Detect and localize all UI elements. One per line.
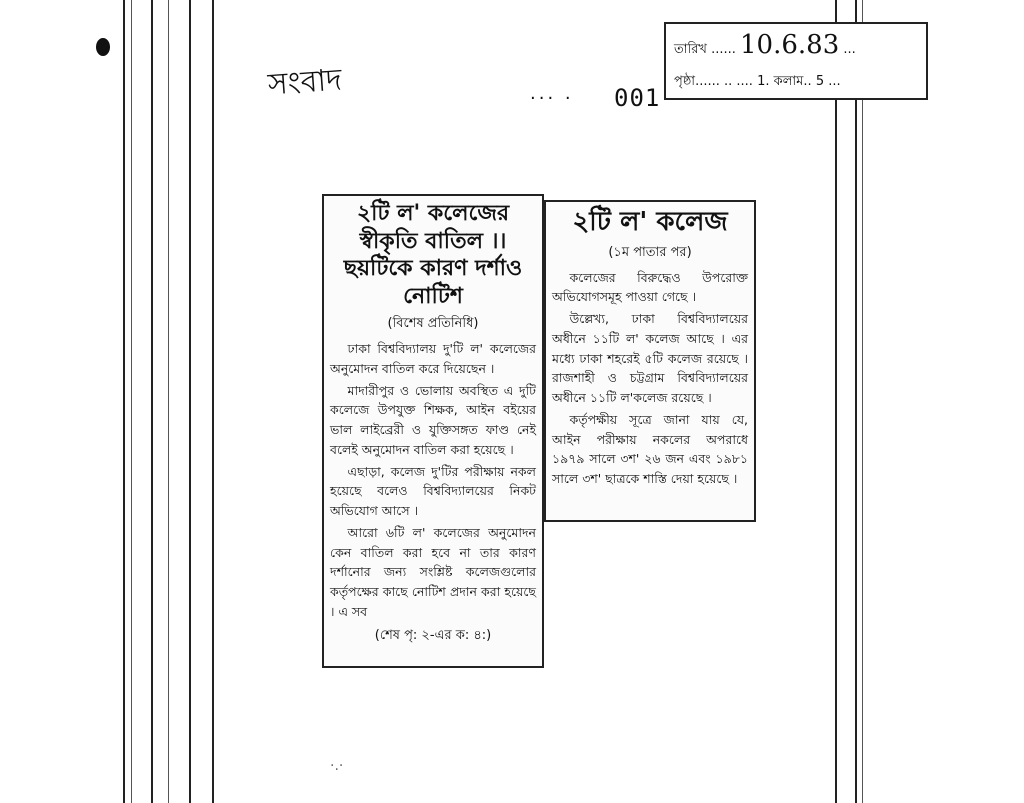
stamp-column-value: 5 — [815, 74, 825, 89]
file-number: 001 — [614, 84, 661, 112]
news-clipping-continued — [544, 200, 756, 522]
news-clipping-main — [322, 194, 544, 668]
binder-rule — [123, 0, 125, 803]
stamp-date-label: তারিখ — [674, 42, 707, 57]
continuation-note: (শেষ পৃ: ২-এর ক: ৪:) — [374, 627, 492, 643]
stamp-page-label: পৃষ্ঠা — [674, 74, 696, 89]
stamp-column-label: কলাম — [773, 74, 804, 89]
archive-stamp — [664, 22, 928, 100]
clipping-paragraph: মাদারীপুর ও ভোলায় অবস্থিত এ দুটি কলেজে উপযুক্ত শিক্ষক, আইন বইয়ের ভাল লাইব্রেরী ও যুক্তিসঙ্গত ফাণ্ড নেই বলেই অনুমোদন বাতিল করা হয়েছে । — [330, 382, 536, 457]
binder-rule — [189, 0, 191, 803]
stamp-date-row: তারিখ ...... 10.6.83 ... — [674, 30, 856, 60]
scan-specks: ·.· — [330, 758, 344, 774]
scan-specks: ··· · — [530, 88, 574, 109]
stamp-page-value: 1 — [757, 74, 766, 89]
punch-hole — [96, 38, 110, 56]
binder-rule — [862, 0, 863, 803]
binder-rule — [131, 0, 132, 803]
clipping-paragraph: এছাড়া, কলেজ দু'টির পরীক্ষায় নকল হয়েছে বলেও বিশ্ববিদ্যালয়ের নিকট অভিযোগ আসে । — [330, 463, 536, 518]
margin-note: সংবাদ — [266, 62, 343, 103]
binder-rule — [212, 0, 214, 803]
clipping-paragraph: উল্লেখ্য, ঢাকা বিশ্ববিদ্যালয়ের অধীনে ১১টি ল' কলেজ আছে । এর মধ্যে ঢাকা শহরেই ৫টি কলেজ রয়েছে । রাজশাহী ও চট্টগ্রাম বিশ্ববিদ্যালয়ের অধীনে ১১টি ল'কলেজ রয়েছে । — [552, 311, 748, 405]
clipping-headline: ২টি ল' কলেজের স্বীকৃতি বাতিল ।। ছয়টিকে কারণ দর্শাও নোটিশ — [343, 201, 523, 309]
clipping-paragraph: ঢাকা বিশ্ববিদ্যালয় দু'টি ল' কলেজের অনুমোদন বাতিল করে দিয়েছেন । — [330, 341, 536, 376]
binder-rule — [835, 0, 837, 803]
clipping-paragraph: আরো ৬টি ল' কলেজের অনুমোদন কেন বাতিল করা হবে না তার কারণ দর্শানোর জন্য সংশ্লিষ্ট কলেজগুলোর কর্তৃপক্ষের কাছে নোটিশ প্রদান করা হয়েছে । এ সব — [330, 524, 536, 619]
binder-rule — [168, 0, 169, 803]
clipping-byline: (বিশেষ প্রতিনিধি) — [387, 316, 479, 331]
stamp-page-row: পৃষ্ঠা...... .. .... 1. কলাম.. 5 ... — [674, 74, 841, 89]
clipping-paragraph: কর্তৃপক্ষীয় সূত্রে জানা যায় যে, আইন পরীক্ষায় নকলের অপরাধে ১৯৭৯ সালে ৩শ' ২৬ জন এবং ১৯৮১ সালে ৩শ' ছাত্রকে শাস্তি দেয়া হয়েছে । — [552, 411, 748, 486]
clipping-headline: ২টি ল' কলেজ — [572, 207, 728, 237]
clipping-paragraph: কলেজের বিরুদ্ধেও উপরোক্ত অভিযোগসমূহ পাওয়া গেছে । — [552, 269, 748, 305]
stamp-date-value: 10.6.83 — [740, 30, 840, 60]
binder-rule — [151, 0, 153, 803]
binder-rule — [855, 0, 857, 803]
clipping-subhead: (১ম পাতার পর) — [608, 244, 692, 260]
